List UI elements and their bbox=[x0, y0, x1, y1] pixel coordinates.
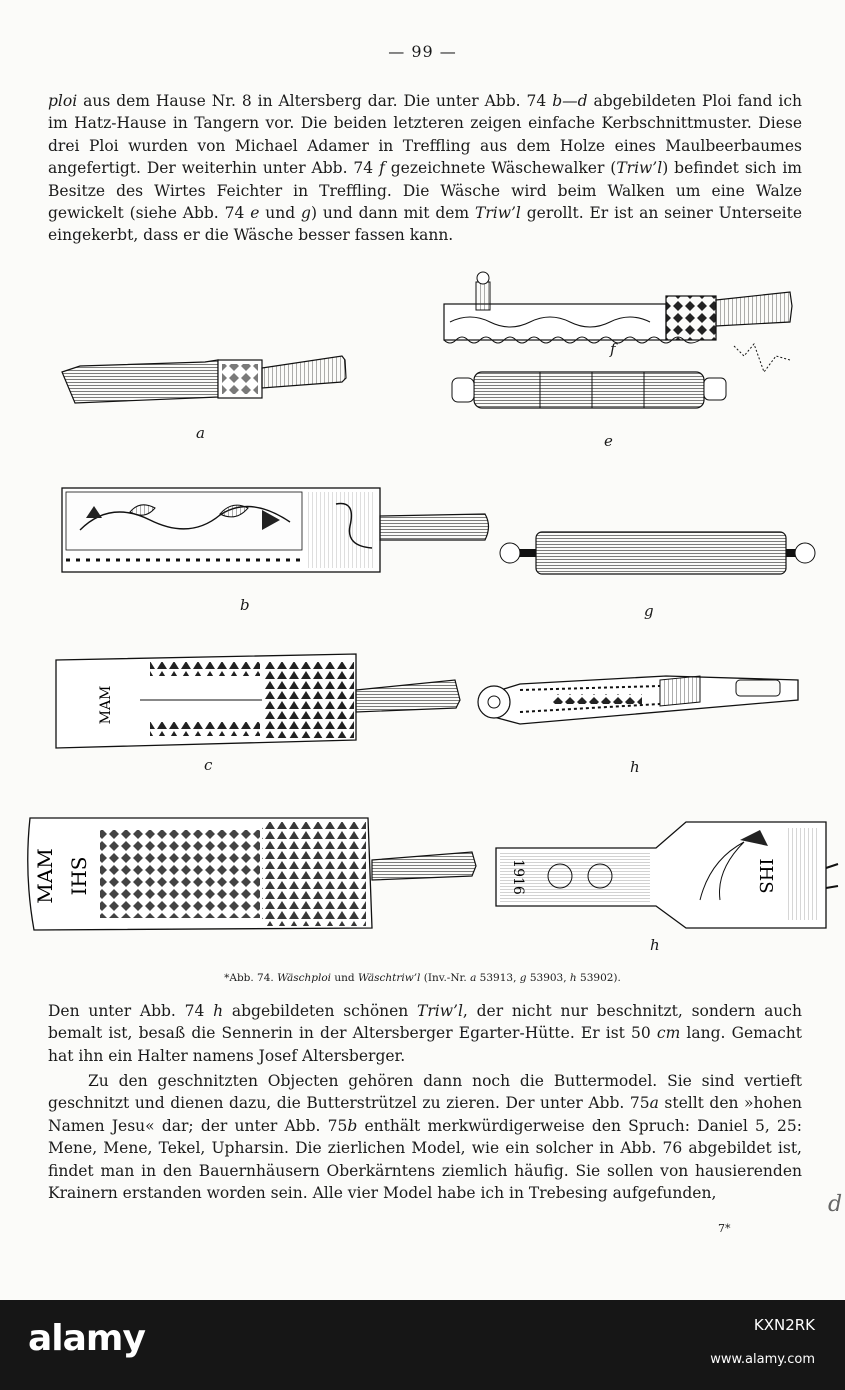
item-b-paddle bbox=[62, 488, 489, 572]
item-a-paddle bbox=[62, 356, 346, 403]
paragraph-3: Zu den geschnitzten Objecten gehören dann noch die Buttermodel. Sie sind vertieft geschnitzt und dienen dazu, die Butterstrützel zu zieren. Der unter Abb. 75a stellt den »hohen Namen Jesu« dar; der unter Abb. 75b enthält merkwürdigerweise den Spruch: Daniel 5, 25: Mene, Mene, Tekel, Upharsin. Die zierlichen Model, wie ein solcher in Abb. 76 abgebildet ist, findet man in den Bauernhäusern Oberkärntens ziemlich häufig. Sie sollen von hausierenden Krainern erstanden worden sein. Alle vier Model habe ich in Trebesing aufgefunden, bbox=[48, 1072, 802, 1203]
h2-mono: IHS bbox=[755, 858, 776, 894]
label-a: a bbox=[196, 424, 205, 442]
label-c: c bbox=[204, 756, 213, 774]
d-carved-text: MAM bbox=[33, 848, 57, 904]
item-g-roller bbox=[500, 532, 815, 574]
image-id: KXN2RK bbox=[753, 1316, 815, 1334]
item-e-roller bbox=[452, 344, 790, 408]
label-f: f bbox=[610, 340, 616, 358]
item-h1-beater bbox=[478, 676, 798, 724]
h2-year: 1916 bbox=[510, 859, 526, 895]
label-g: g bbox=[644, 602, 654, 620]
signature-mark: 7* bbox=[718, 1222, 731, 1235]
c-carved-text: MAM bbox=[98, 685, 114, 725]
item-f-beater bbox=[444, 272, 792, 343]
item-d-paddle bbox=[28, 818, 476, 930]
paragraph-1: ploi aus dem Hause Nr. 8 in Altersberg dar. Die unter Abb. 74 b—d abgebildeten Ploi fand ich im Hatz-Hause in Tangern vor. Die beiden letzteren zeigen einfache Kerbschnittmuster. Diese drei Ploi wurden von Michael Adamer in Treffling aus dem Holze eines Maulbeerbaumes angefertigt. Der weiterhin unter Abb. 74 f gezeichnete Wäschewalker (Triw’l) befindet sich im Besitze des Wirtes Feichter in Treffling. Die Wäsche wird beim Walken um eine Walze gewickelt (siehe Abb. 74 e und g) und dann mit dem Triw’l gerollt. Er ist an seiner Unterseite eingekerbt, dass er die Wäsche besser fassen kann. bbox=[48, 92, 803, 245]
label-b: b bbox=[240, 596, 250, 614]
page-number: — 99 — bbox=[388, 42, 457, 61]
margin-note: d bbox=[828, 1192, 843, 1217]
d-carved-mono: IHS bbox=[67, 856, 91, 896]
item-h2-triwl bbox=[496, 822, 838, 928]
footer-url: www.alamy.com bbox=[710, 1352, 815, 1367]
paragraph-2: Den unter Abb. 74 h abgebildeten schönen Triw’l, der nicht nur beschnitzt, sondern auch bemalt ist, besaß die Sennerin in der Altersberger Egarter-Hütte. Er ist 50 cm lang. Gemacht hat ihn ein Halter namens Josef Altersberger. bbox=[48, 1002, 802, 1065]
watermark-bar bbox=[0, 1300, 845, 1390]
item-c-paddle bbox=[56, 654, 460, 748]
figure-caption: *Abb. 74. Wäschploi und Wäschtriw’l (Inv.-Nr. a 53913, g 53903, h 53902). bbox=[224, 972, 621, 984]
label-h2: h bbox=[650, 936, 660, 954]
brand-logo: alamy bbox=[28, 1318, 145, 1359]
label-h1: h bbox=[630, 758, 640, 776]
label-e: e bbox=[604, 432, 613, 450]
